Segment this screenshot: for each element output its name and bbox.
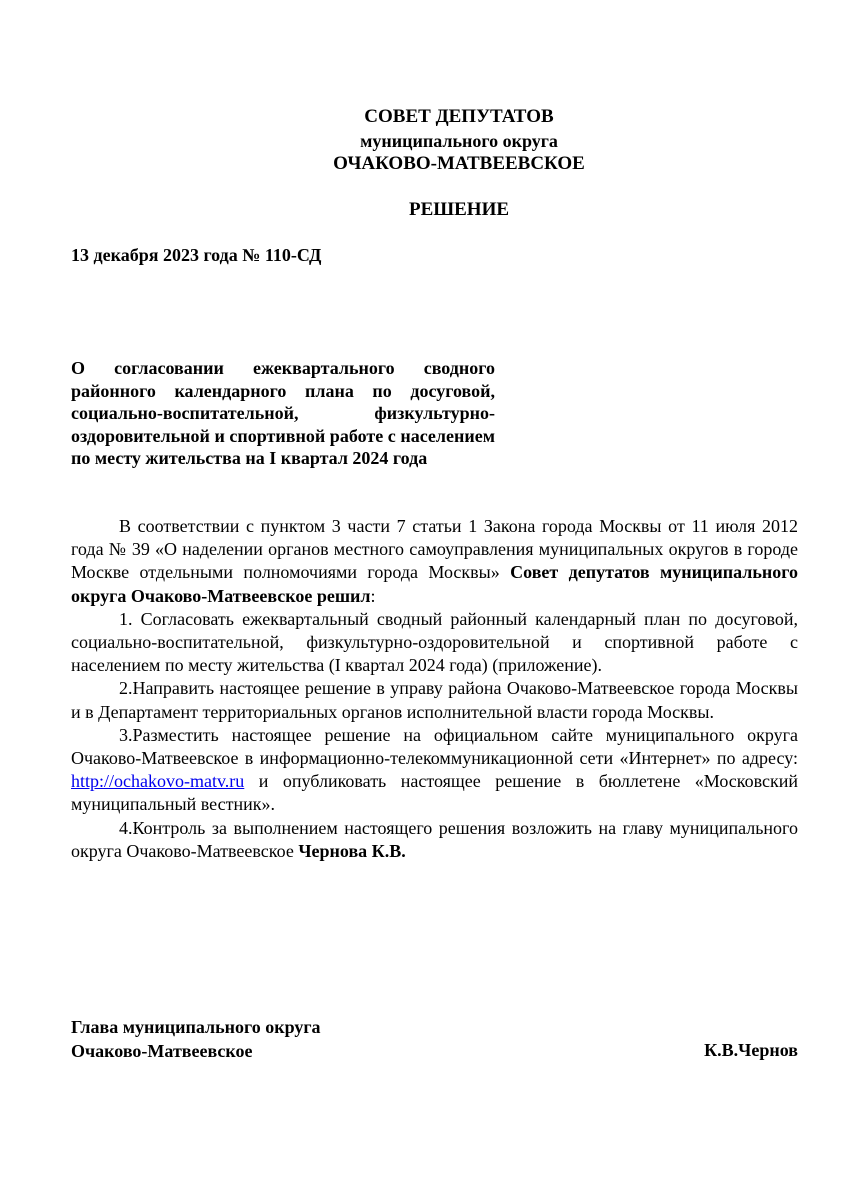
signature-name: К.В.Чернов (704, 1040, 798, 1060)
decision-subject: О согласовании ежеквартального сводного районного календарного плана по досуговой, социально-воспитательной, физкультурно-оздоровительной и спортивной работе с населением по месту жительства на I квартал 2024 года (71, 358, 495, 469)
preamble-text: В соответствии с пунктом 3 части 7 статьи 1 Закона города Москвы от 11 июля 2012 года № 39 «О наделении органов местного самоуправления муниципальных округов в городе Москве отдельными полномочиями города Москвы» (71, 516, 798, 583)
item-1: 1. Согласовать ежеквартальный сводный районный календарный план по досуговой, социально-воспитательной, физкультурно-оздоровительной и спортивной работе с населением по месту жительства (I квартал 2024 года) (приложение). (71, 608, 798, 676)
item-4 (71, 817, 798, 863)
district-heading: ОЧАКОВО-МАТВЕЕВСКОЕ (333, 153, 585, 174)
item-4-person: Чернова К.В. (298, 840, 406, 861)
item-3-text: 3.Разместить настоящее решение на официальном сайте муниципального округа Очаково-Матвеевское в информационно-телекоммуникационной сети «Интернет» по адресу: (71, 724, 798, 769)
preamble-paragraph (71, 515, 798, 608)
item-4-text: 4.Контроль за выполнением настоящего решения возложить на главу муниципального округа Очаково-Матвеевское (71, 817, 798, 861)
website-link[interactable]: http://ochakovo-matv.ru (71, 771, 245, 792)
decision-heading: РЕШЕНИЕ (408, 199, 510, 220)
decision-body (71, 515, 798, 863)
preamble-resolution: Совет депутатов муниципального округа Очаково-Матвеевское решил (71, 562, 798, 606)
preamble-colon: : (370, 585, 376, 606)
item-3 (71, 724, 798, 817)
item-3-tail: и опубликовать настоящее решение в бюллетене «Московский муниципальный вестник». (71, 771, 798, 815)
item-2: 2.Направить настоящее решение в управу района Очаково-Матвеевское города Москвы и в Департамент территориальных органов исполнительной власти города Москвы. (71, 678, 798, 722)
signature-title (71, 1016, 321, 1063)
municipal-subheading: муниципального округа (360, 131, 558, 151)
council-heading: СОВЕТ ДЕПУТАТОВ (364, 106, 554, 127)
signature-title-line-2: Очаково-Матвеевское (71, 1040, 253, 1061)
signature-title-line-1: Глава муниципального округа (71, 1017, 321, 1037)
date-number-line: 13 декабря 2023 года № 110-СД (71, 245, 322, 265)
